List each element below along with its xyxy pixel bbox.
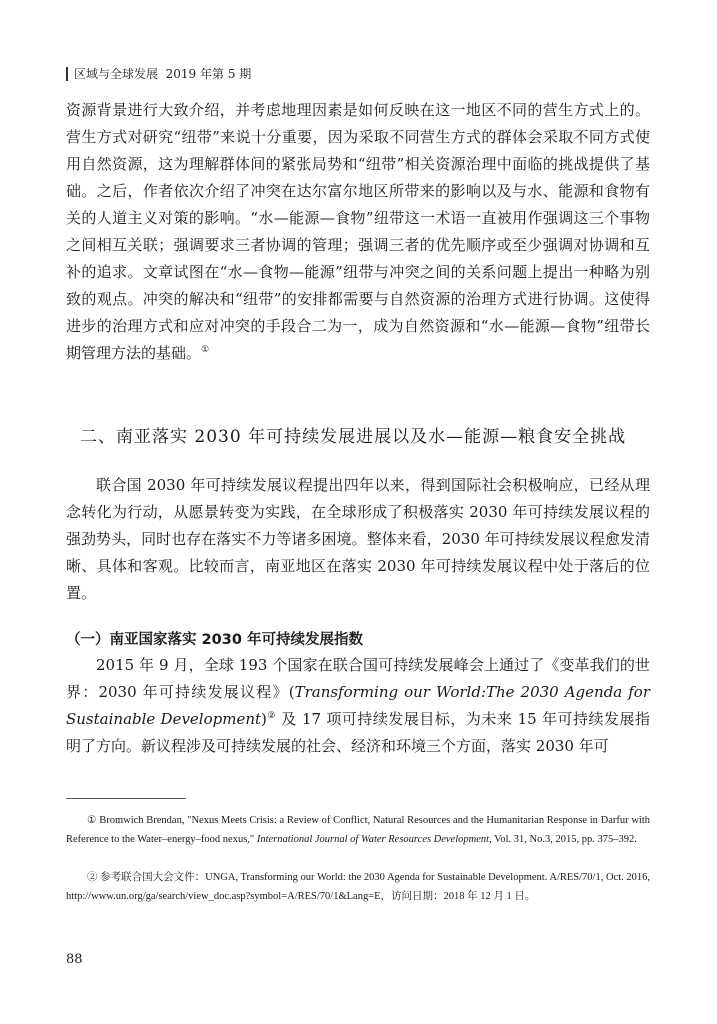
paragraph-3 [66,652,650,760]
footnote-divider [66,798,186,799]
footnote-1-text: Bromwich Brendan, "Nexus Meets Crisis: a Review of Conflict, Natural Resources and the Humanitarian Response in Darfur with Reference to the Water–energy–food nexus," [66,815,650,845]
footnote-1-tail: , Vol. 31, No.3, 2015, pp. 375–392. [489,834,637,845]
footnote-2-mark: ② [87,872,98,883]
paragraph-3-text-a: 2015 年 9 月，全球 193 个国家在联合国可持续发展峰会上通过了《变革我们的世界：2030 年可持续发展议程》( [66,656,650,701]
footnote-ref-1[interactable]: ① [201,345,210,355]
running-header [66,67,251,81]
section-heading: 二、南亚落实 2030 年可持续发展进展以及水—能源—粮食安全挑战 [80,427,627,447]
issue-label: 2019 年第 5 期 [165,67,252,81]
subsection-heading: （一）南亚国家落实 2030 年可持续发展指数 [66,632,363,648]
paragraph-1-text: 资源背景进行大致介绍，并考虑地理因素是如何反映在这一地区不同的营生方式上的。营生方式对研究“纽带”来说十分重要，因为采取不同营生方式的群体会采取不同方式使用自然资源，这为理解群体间的紧张局势和“纽带”相关资源治理中面临的挑战提供了基础。之后，作者依次介绍了冲突在达尔富尔地区所带来的影响以及与水、能源和食物有关的人道主义对策的影响。“水—能源—食物”纽带这一术语一直被用作强调这三个事物之间相互关联；强调要求三者协调的管理；强调三者的优先顺序或至少强调对协调和互补的追求。文章试图在“水—食物—能源”纽带与冲突之间的关系问题上提出一种略为别致的观点。冲突的解决和“纽带”的安排都需要与自然资源的治理方式进行协调。这使得进步的治理方式和应对冲突的手段合二为一，成为自然资源和“水—能源—食物”纽带长期管理方法的基础。 [66,101,650,362]
english-title: Transforming our World:The 2030 Agenda for Sustainable Development [66,683,650,728]
paragraph-3-text-c: 及 17 项可持续发展目标，为未来 15 年可持续发展指明了方向。新议程涉及可持续发展的社会、经济和环境三个方面，落实 2030 年可 [66,710,650,755]
footnote-1-journal: International Journal of Water Resources Development [256,834,490,845]
paragraph-3-text-b: ) [261,710,267,728]
page-number: 88 [66,952,83,967]
footnote-2 [66,868,650,906]
journal-name: 区域与全球发展 [74,67,159,81]
footnote-ref-2[interactable]: ② [266,711,276,721]
paragraph-1 [66,97,650,367]
footnote-1-mark: ① [87,815,97,826]
paragraph-2: 联合国 2030 年可持续发展议程提出四年以来，得到国际社会积极响应，已经从理念转化为行动，从愿景转变为实践，在全球形成了积极落实 2030 年可持续发展议程的强劲势头，同时也存在落实不力等诸多困境。整体来看，2030 年可持续发展议程愈发清晰、具体和客观。比较而言，南亚地区在落实 2030 年可持续发展议程中处于落后的位置。 [66,476,650,602]
footnote-1 [66,811,650,849]
footnote-2-text: 参考联合国大会文件：UNGA, Transforming our World: the 2030 Agenda for Sustainable Development. A/RES/70/1, Oct. 2016, http://www.un.org/ga/search/view_doc.asp?symbol=A/RES/70/1&Lang=E，访问日期：2018 年 12 月 1 日。 [66,872,651,902]
